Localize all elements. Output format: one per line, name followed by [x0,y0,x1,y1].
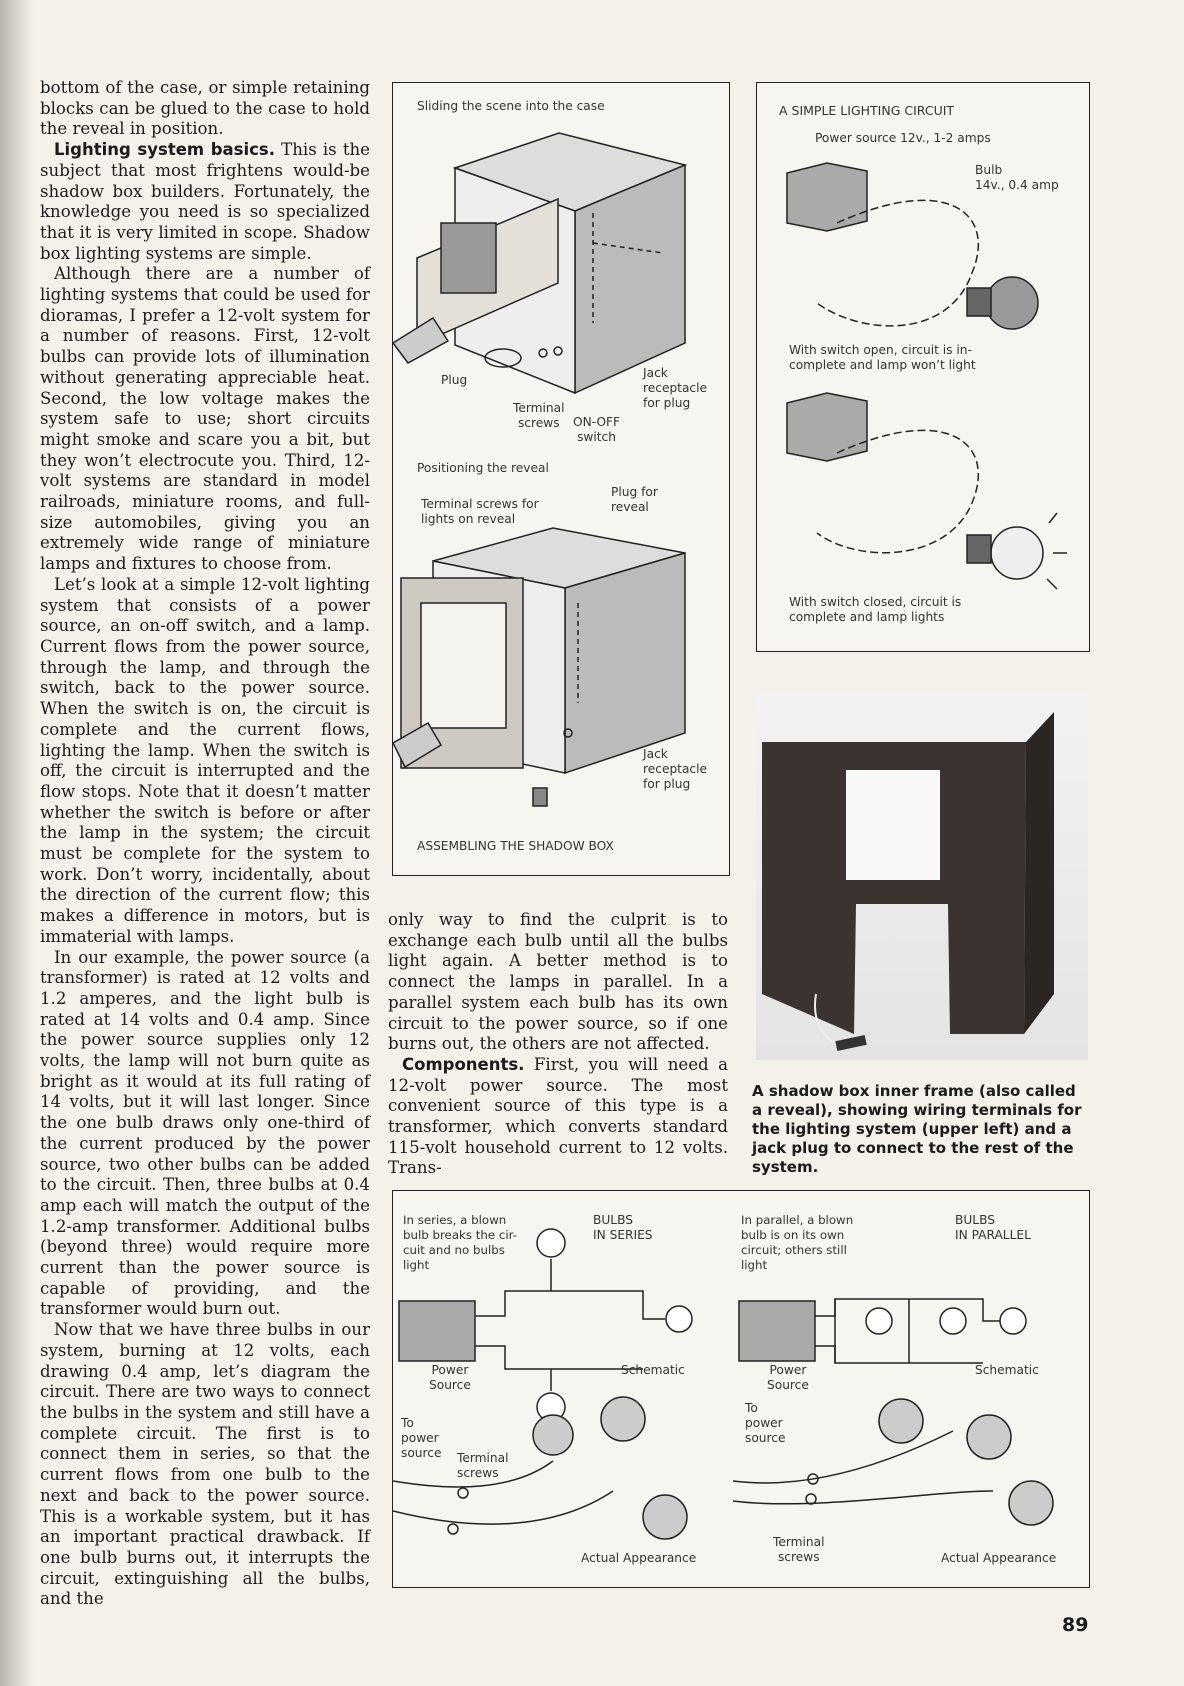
paragraph: Although there are a number of lighting systems that could be used for dioramas, I prefer a 12-volt system for a number of reasons. First, 12-volt bulbs can provide lots of illumination without generating appreciable heat. Second, the low voltage makes the system safe to use; short circuits might smoke and scare you a bit, but they won’t electrocute you. Third, 12-volt systems are standard in model railroads, miniature rooms, and full-size automobiles, giving you an extremely wide range of miniature lamps and fixtures to choose from. [40,264,370,574]
label-jack-receptacle: Jack receptacle for plug [643,366,708,410]
label-to-power-source: To power source [745,1401,786,1445]
case-drawing-bottom [393,528,685,806]
book-spine-shadow [0,0,34,1686]
label-plug-for-reveal: Plug for reveal [611,485,658,514]
paragraph: Now that we have three bulbs in our system, burning at 12 volts, each drawing 0.4 amp, let’s diagram the circuit. There are two ways to connect the bulbs in the system and still have a complete circuit. The first is to connect them in series, so that the current flows from one bulb to the next and back to the power source. This is a workable system, but it has an important practical drawback. If one bulb burns out, it interrupts the circuit, extinguishing all the bulbs, and the [40,1320,370,1609]
paragraph: only way to find the culprit is to exchange each bulb until all the bulbs light again. A better method is to connect the lamps in parallel. In a parallel system each bulb has its own circuit to the power source, so if one burns out, the others are not affected. [388,910,728,1054]
label-terminal-screws: Terminal screws [513,401,565,430]
page-number: 89 [1062,1614,1089,1636]
left-text-column [40,78,370,1610]
label-bulb: Bulb 14v., 0.4 amp [975,163,1059,192]
label-schematic: Schematic [621,1363,685,1377]
label-sliding-scene: Sliding the scene into the case [417,99,605,113]
paragraph: In our example, the power source (a transformer) is rated at 12 volts and 1.2 amperes, and the light bulb is rated at 14 volts and 0.4 amp. Since the power source supplies only 12 volts, the lamp will not burn quite as bright as it would at its full rating of 14 volts, but it will last longer. Since the one bulb draws only one-third of the current produced by the power source, two other bulbs can be added to the circuit. Then, three bulbs at 0.4 amp each will match the output of the 1.2-amp transformer. Additional bulbs (beyond three) would require more current than the power source is capable of providing, and the transformer would burn out. [40,947,370,1319]
label-bulbs-in-parallel: BULBS IN PARALLEL [955,1213,1031,1242]
figure-title: ASSEMBLING THE SHADOW BOX [417,839,614,853]
caption-switch-closed: With switch closed, circuit is complete and lamp lights [789,595,962,624]
label-terminal-screws: Terminal screws [457,1451,509,1480]
reveal-photo-drawing [756,694,1088,1060]
label-terminal-screws: Terminal screws [773,1535,825,1564]
middle-text-column [388,910,728,1179]
paragraph-body: This is the subject that most frightens would-be shadow box builders. Fortunately, the knowledge you need is so specialized that it is very limited in scope. Shadow box lighting systems are simple. [40,140,371,263]
label-power-source: Power source 12v., 1-2 amps [815,131,991,145]
paragraph: Let’s look at a simple 12-volt lighting system that consists of a power source, an on-off switch, and a lamp. Current flows from the power source, through the lamp, and through the switch, back to the power source. When the switch is on, the circuit is complete and the current flows, lighting the lamp. When the switch is off, the circuit is interrupted and the flow stops. Note that it doesn’t matter whether the switch is before or after the lamp in the system; the circuit must be complete for the system to work. Don’t worry, incidentally, about the direction of the current flow; this makes a difference in motors, but is immaterial with lamps. [40,574,370,946]
paragraph [40,140,370,264]
label-jack-receptacle: Jack receptacle for plug [643,747,708,791]
label-power-source: Power Source [429,1363,471,1392]
caption-switch-open: With switch open, circuit is in- complete and lamp won’t light [789,343,976,372]
circuit-title: A SIMPLE LIGHTING CIRCUIT [779,103,955,118]
label-schematic: Schematic [975,1363,1039,1377]
label-parallel-note: In parallel, a blown bulb is on its own circuit; others still light [741,1213,854,1272]
label-power-source: Power Source [767,1363,809,1392]
label-bulbs-in-series: BULBS IN SERIES [593,1213,653,1242]
section-heading: Lighting system basics. [54,140,276,160]
reveal-photo [756,694,1088,1060]
label-actual-appearance: Actual Appearance [941,1551,1057,1565]
section-heading: Components. [402,1054,525,1074]
label-on-off-switch: ON-OFF switch [573,415,621,444]
paragraph-body: First, you will need a 12-volt power source. The most convenient source of this type is a transformer, which converts standard 115-volt household current to 12 volts. Trans- [388,1054,728,1178]
simple-lighting-circuit-figure [756,82,1090,652]
label-series-note: In series, a blown bulb breaks the cir- cuit and no bulbs light [403,1213,517,1272]
paragraph: bottom of the case, or simple retaining blocks can be glued to the case to hold the reveal in position. [40,78,370,139]
bulbs-series-parallel-figure [392,1190,1090,1588]
paragraph [388,1055,728,1179]
label-to-power-source: To power source [401,1416,442,1460]
photo-caption: A shadow box inner frame (also called a reveal), showing wiring terminals for the lighting system (upper left) and a jack plug to connect to the rest of the system. [752,1082,1082,1176]
assembling-shadow-box-figure [392,82,730,876]
label-terminal-screws-lights: Terminal screws for lights on reveal [421,497,539,526]
label-positioning-reveal: Positioning the reveal [417,461,549,475]
label-actual-appearance: Actual Appearance [581,1551,697,1565]
label-plug: Plug [441,373,468,387]
case-drawing-top [393,133,685,393]
